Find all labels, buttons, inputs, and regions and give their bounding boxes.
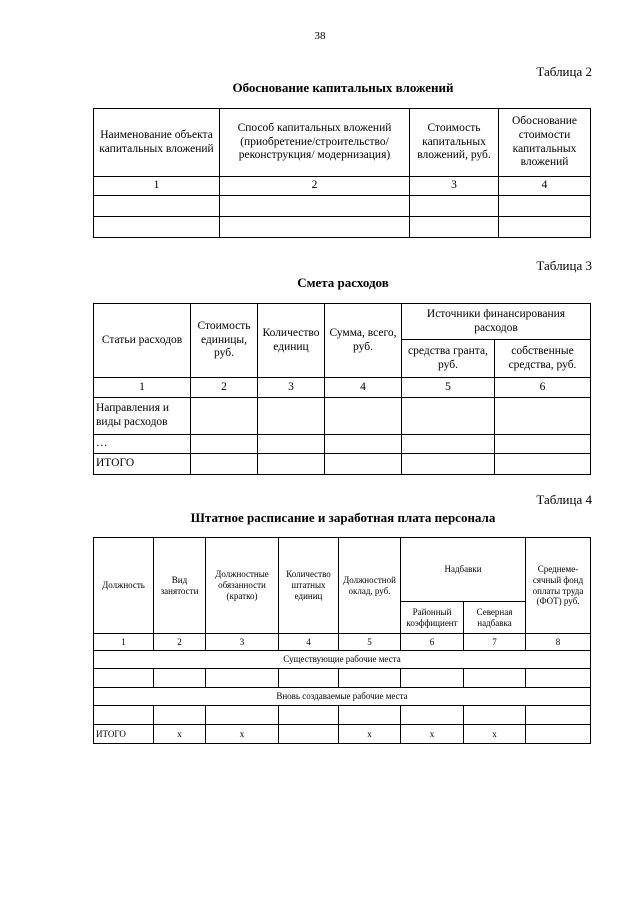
- total-mark: х: [401, 725, 464, 744]
- header-own-funds: собственные средства, руб.: [495, 340, 591, 378]
- column-number: 4: [499, 177, 591, 196]
- expense-estimate-table: [93, 303, 591, 475]
- header-allowances: Надбавки: [401, 538, 526, 602]
- column-number: 8: [526, 634, 591, 651]
- header-quantity: Количество единиц: [258, 304, 325, 378]
- header-salary: Должностной оклад, руб.: [339, 538, 401, 634]
- capital-investment-table: [93, 108, 591, 238]
- header-northern-allowance: Северная надбавка: [464, 602, 526, 634]
- column-number: 5: [339, 634, 401, 651]
- row-label-directions: Направления и виды расходов: [94, 398, 191, 435]
- table-row: [94, 196, 591, 217]
- table-4-label: Таблица 4: [536, 492, 592, 507]
- header-cost-justification: Обоснование стоимости капитальных вложений: [499, 109, 591, 177]
- header-expense-items: Статьи расходов: [94, 304, 191, 378]
- column-number: 4: [325, 378, 402, 398]
- table-2-title: Обоснование капитальных вложений: [232, 80, 454, 95]
- table-row: [94, 435, 591, 454]
- column-number: 4: [279, 634, 339, 651]
- header-unit-cost: Стоимость единицы, руб.: [191, 304, 258, 378]
- table-row: [94, 706, 591, 725]
- total-mark: х: [339, 725, 401, 744]
- column-number: 6: [495, 378, 591, 398]
- total-mark: х: [206, 725, 279, 744]
- header-investment-cost: Стоимость капитальных вложений, руб.: [410, 109, 499, 177]
- column-number: 3: [410, 177, 499, 196]
- section-existing-jobs: Существующие рабочие места: [94, 651, 591, 669]
- header-monthly-fund: Среднеме-сячный фонд оплаты труда (ФОТ) руб.: [526, 538, 591, 634]
- header-grant-funds: средства гранта, руб.: [402, 340, 495, 378]
- total-mark: х: [154, 725, 206, 744]
- header-total-sum: Сумма, всего, руб.: [325, 304, 402, 378]
- column-number: 2: [220, 177, 410, 196]
- page-number: 38: [314, 30, 326, 42]
- column-number: 1: [94, 177, 220, 196]
- row-label-total: ИТОГО: [94, 725, 154, 744]
- table-row: [94, 217, 591, 238]
- header-regional-coefficient: Районный коэффициент: [401, 602, 464, 634]
- row-label-total: ИТОГО: [94, 454, 191, 475]
- header-employment-type: Вид занятости: [154, 538, 206, 634]
- column-number: 6: [401, 634, 464, 651]
- header-investment-method: Способ капитальных вложений (приобретение/строительство/ реконструкция/ модернизация): [220, 109, 410, 177]
- table-3-label: Таблица 3: [536, 258, 592, 273]
- table-row: [94, 725, 591, 744]
- column-number: 5: [402, 378, 495, 398]
- staffing-salary-table: [93, 537, 591, 744]
- section-new-jobs: Вновь создаваемые рабочие места: [94, 688, 591, 706]
- header-staff-count: Количество штатных единиц: [279, 538, 339, 634]
- row-label-ellipsis: …: [94, 435, 191, 454]
- header-duties: Должностные обязанности (кратко): [206, 538, 279, 634]
- table-4-title: Штатное расписание и заработная плата персонала: [190, 510, 496, 525]
- column-number: 1: [94, 634, 154, 651]
- column-number: 2: [191, 378, 258, 398]
- table-row: [94, 454, 591, 475]
- total-mark: х: [464, 725, 526, 744]
- column-number: 1: [94, 378, 191, 398]
- column-number: 2: [154, 634, 206, 651]
- table-2-label: Таблица 2: [536, 64, 592, 79]
- table-row: [94, 398, 591, 435]
- table-row: [94, 669, 591, 688]
- column-number: 3: [258, 378, 325, 398]
- header-funding-sources: Источники финансирования расходов: [402, 304, 591, 340]
- header-object-name: Наименование объекта капитальных вложений: [94, 109, 220, 177]
- column-number: 3: [206, 634, 279, 651]
- table-3-title: Смета расходов: [297, 275, 389, 290]
- column-number: 7: [464, 634, 526, 651]
- header-position: Должность: [94, 538, 154, 634]
